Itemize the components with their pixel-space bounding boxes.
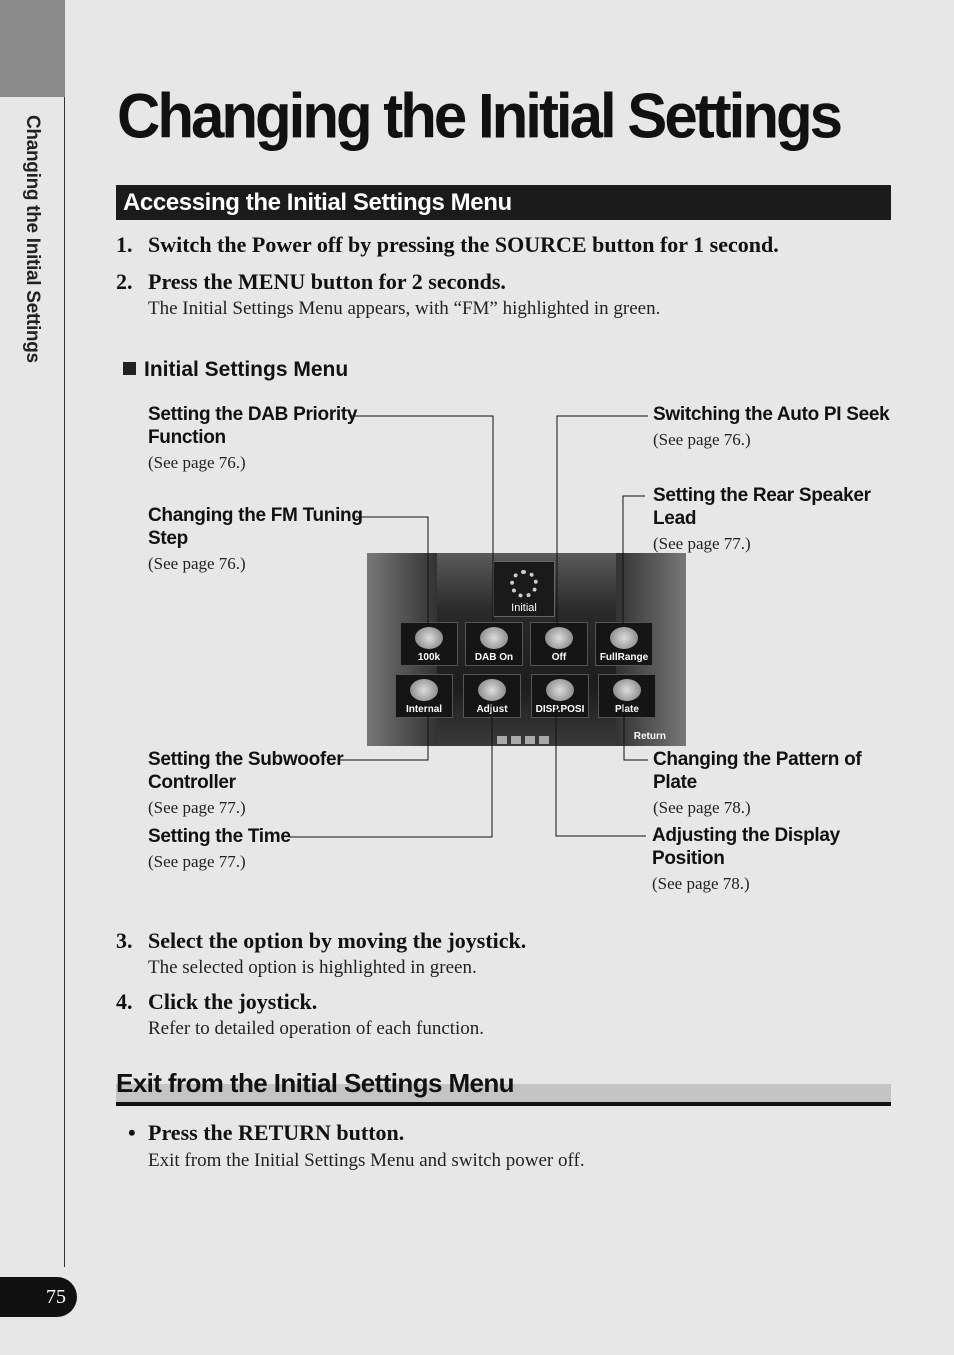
menu-item-label: DISP.POSI <box>535 704 585 715</box>
callout-page-ref: (See page 77.) <box>148 798 246 817</box>
running-head: Changing the Initial Settings <box>22 115 43 363</box>
callout-page-ref: (See page 76.) <box>653 430 751 449</box>
leader-autopi <box>557 416 648 625</box>
callout-page-ref: (See page 78.) <box>652 874 750 893</box>
leader-rear <box>623 496 645 625</box>
leader-plate <box>624 705 648 760</box>
menu-item-label: FullRange <box>599 652 649 663</box>
menu-item-label: DAB On <box>474 652 514 663</box>
leader-sub <box>340 705 428 760</box>
subheading-text: Initial Settings Menu <box>144 358 349 381</box>
menu-item-label: 100k <box>417 652 441 663</box>
menu-item-label: Adjust <box>476 704 508 715</box>
callout-label: Controller <box>148 772 236 793</box>
callout-page-ref: (See page 78.) <box>653 798 751 817</box>
exit-note: Exit from the Initial Settings Menu and switch power off. <box>148 1150 585 1171</box>
step-number: 1. <box>116 232 133 257</box>
menu-item-label: Plate <box>615 704 639 715</box>
menu-item-label: Internal <box>405 704 443 715</box>
step-text: Press the RETURN button. <box>148 1120 405 1145</box>
page-title: Changing the Initial Settings <box>117 81 840 152</box>
callout-label: Setting the Time <box>148 826 291 847</box>
step-3-note: The selected option is highlighted in green. <box>148 957 477 978</box>
callout-page-ref: (See page 77.) <box>653 534 751 553</box>
leader-time <box>289 705 492 837</box>
leader-display <box>556 705 646 836</box>
callout-label: Step <box>148 528 188 549</box>
callout-label: Lead <box>653 508 697 529</box>
step-4-note: Refer to detailed operation of each function. <box>148 1018 485 1039</box>
callout-label: Adjusting the Display <box>652 825 840 846</box>
callout-label: Function <box>148 427 226 448</box>
callout-label: Position <box>652 848 725 869</box>
leader-fm <box>356 517 428 625</box>
callout-page-ref: (See page 77.) <box>148 852 246 871</box>
callout-label: Setting the DAB Priority <box>148 404 358 425</box>
callout-label: Switching the Auto PI Seek <box>653 404 890 425</box>
initial-label: Initial <box>511 602 537 614</box>
callout-label: Plate <box>653 772 697 793</box>
section-heading-text: Exit from the Initial Settings Menu <box>116 1068 514 1098</box>
step-text: Press the MENU button for 2 seconds. <box>148 269 506 294</box>
step-number: 3. <box>116 928 133 953</box>
step-4 <box>116 989 317 1015</box>
section-heading-exit <box>116 1068 891 1106</box>
page-number: 75 <box>0 1277 77 1317</box>
callout-label: Changing the FM Tuning <box>148 505 363 526</box>
step-3 <box>116 928 526 954</box>
callout-label: Setting the Rear Speaker <box>653 485 871 506</box>
callout-label: Changing the Pattern of <box>653 749 862 770</box>
leader-dab <box>350 416 493 622</box>
menu-item-label: Off <box>551 652 567 663</box>
step-text: Switch the Power off by pressing the SOURCE button for 1 second. <box>148 232 779 257</box>
callout-label: Setting the Subwoofer <box>148 749 344 770</box>
step-2-note: The Initial Settings Menu appears, with “FM” highlighted in green. <box>148 298 661 319</box>
callout-page-ref: (See page 76.) <box>148 554 246 573</box>
callout-page-ref: (See page 76.) <box>148 453 246 472</box>
step-number: 2. <box>116 269 133 294</box>
step-number: 4. <box>116 989 133 1014</box>
return-label[interactable]: Return <box>633 731 666 742</box>
step-text: Select the option by moving the joystick. <box>148 928 527 953</box>
exit-step <box>128 1120 404 1146</box>
bullet-icon: • <box>128 1120 136 1145</box>
step-text: Click the joystick. <box>148 989 318 1014</box>
section-heading-accessing: Accessing the Initial Settings Menu <box>116 185 891 220</box>
